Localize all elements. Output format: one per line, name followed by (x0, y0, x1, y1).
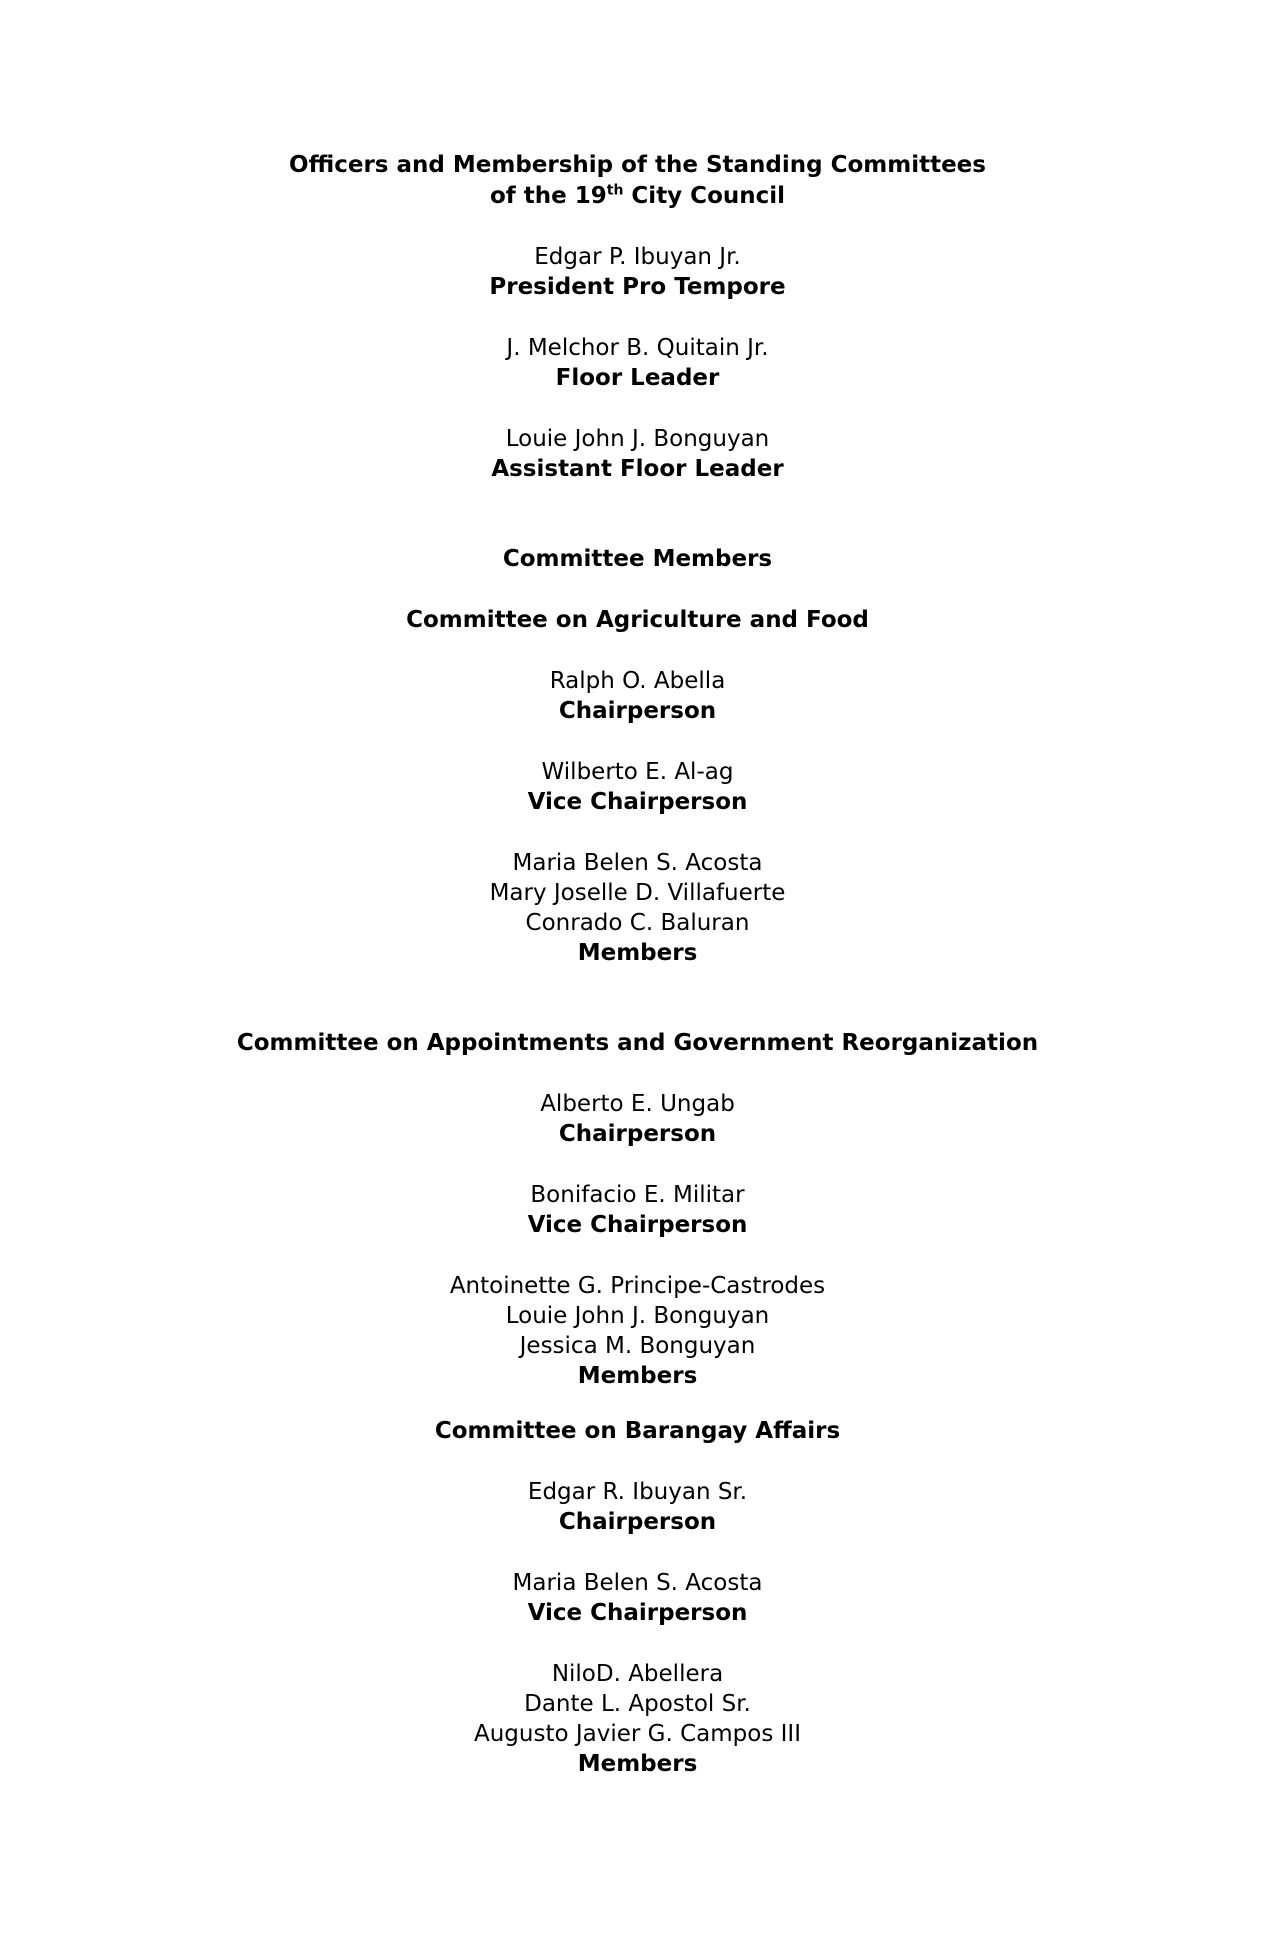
member-name: Maria Belen S. Acosta (512, 850, 763, 876)
chairperson-label: Chairperson (558, 698, 717, 724)
vice-chairperson-label: Vice Chairperson (527, 1600, 748, 1626)
member-name: Mary Joselle D. Villafuerte (489, 880, 786, 906)
members-label: Members (577, 1751, 698, 1777)
committee-title: Committee on Appointments and Government Reorganization (236, 1030, 1039, 1056)
subtitle-prefix: of the 19 (489, 183, 607, 209)
vice-chairperson-name: Wilberto E. Al-ag (541, 759, 734, 785)
chairperson-name: Alberto E. Ungab (540, 1091, 735, 1117)
subtitle-superscript: th (606, 182, 624, 199)
chairperson-label: Chairperson (558, 1121, 717, 1147)
vice-chairperson-name: Bonifacio E. Militar (530, 1182, 745, 1208)
member-name: Antoinette G. Principe-Castrodes (449, 1273, 826, 1299)
document-title: Officers and Membership of the Standing Committees (289, 152, 986, 178)
vice-chairperson-label: Vice Chairperson (527, 789, 748, 815)
committee-title: Committee on Agriculture and Food (406, 607, 869, 633)
members-label: Members (577, 940, 698, 966)
document-subtitle (0, 181, 1275, 211)
vice-chairperson-name: Maria Belen S. Acosta (512, 1570, 763, 1596)
officer-role: Floor Leader (555, 365, 720, 391)
member-name: Jessica M. Bonguyan (519, 1333, 756, 1359)
officer-name: J. Melchor B. Quitain Jr. (506, 335, 769, 361)
chairperson-name: Edgar R. Ibuyan Sr. (527, 1479, 748, 1505)
chairperson-name: Ralph O. Abella (549, 668, 726, 694)
committee-title: Committee on Barangay Affairs (434, 1418, 841, 1444)
member-name: Louie John J. Bonguyan (505, 1303, 770, 1329)
member-name: Conrado C. Baluran (525, 910, 750, 936)
officer-role: Assistant Floor Leader (491, 456, 784, 482)
officer-role: President Pro Tempore (489, 274, 786, 300)
officer-name: Edgar P. Ibuyan Jr. (534, 244, 741, 270)
member-name: Augusto Javier G. Campos III (474, 1721, 801, 1747)
subtitle-suffix: City Council (623, 183, 786, 209)
member-name: Dante L. Apostol Sr. (524, 1691, 751, 1717)
members-label: Members (577, 1363, 698, 1389)
chairperson-label: Chairperson (558, 1509, 717, 1535)
committee-members-heading: Committee Members (502, 546, 773, 572)
member-name: NiloD. Abellera (551, 1661, 724, 1687)
officer-name: Louie John J. Bonguyan (505, 426, 770, 452)
vice-chairperson-label: Vice Chairperson (527, 1212, 748, 1238)
